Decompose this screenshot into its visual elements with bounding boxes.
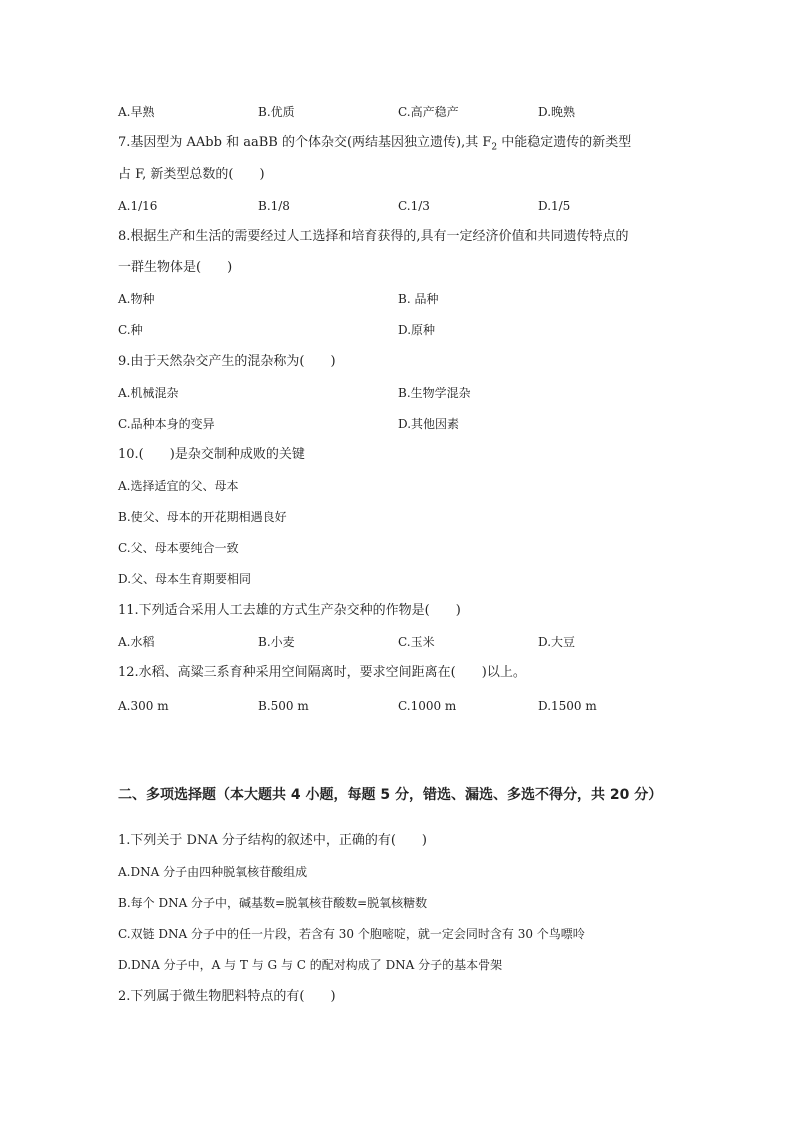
- option-d: D.1/5: [538, 199, 571, 213]
- question-11-line-1: 11.下列适合采用人工去雄的方式生产杂交种的作物是( ): [118, 603, 461, 618]
- option-a: A.水稻: [118, 635, 155, 649]
- option-b: B.小麦: [258, 635, 295, 649]
- option-b: B.优质: [258, 105, 295, 119]
- option-a: A.早熟: [118, 105, 155, 119]
- multi-question-1-line-1: 1.下列关于 DNA 分子结构的叙述中，正确的有( ): [118, 833, 427, 848]
- option-a: A.DNA 分子由四种脱氧核苷酸组成: [118, 865, 308, 879]
- question-8-line-2: 一群生物体是( ): [118, 260, 233, 275]
- option-b: B.使父、母本的开花期相遇良好: [118, 510, 287, 524]
- subscript: 2: [491, 142, 498, 153]
- option-a: A.300 m: [118, 699, 169, 713]
- question-7-line-1: [118, 134, 631, 157]
- option-d: D.父、母本生育期要相同: [118, 572, 252, 586]
- option-c: C.高产稳产: [398, 105, 459, 119]
- question-10-line-1: 10.( )是杂交制种成败的关键: [118, 447, 305, 462]
- option-b: B. 品种: [398, 292, 439, 306]
- option-b: B.每个 DNA 分子中，碱基数=脱氧核苷酸数=脱氧核糖数: [118, 896, 428, 910]
- option-c: C.双链 DNA 分子中的任一片段，若含有 30 个胞嘧啶，就一定会同时含有 30 个鸟嘌呤: [118, 927, 585, 941]
- question-9-line-1: 9.由于天然杂交产生的混杂称为( ): [118, 354, 336, 369]
- option-d: D.1500 m: [538, 699, 597, 713]
- option-c: C.1000 m: [398, 699, 457, 713]
- option-b: B.500 m: [258, 699, 309, 713]
- option-a: A.机械混杂: [118, 386, 179, 400]
- option-c: C.种: [118, 323, 143, 337]
- option-a: A.1/16: [118, 199, 158, 213]
- option-d: D.大豆: [538, 635, 576, 649]
- option-c: C.玉米: [398, 635, 435, 649]
- multi-question-2-line-1: 2.下列属于微生物肥料特点的有( ): [118, 989, 336, 1004]
- option-c: C.品种本身的变异: [118, 417, 215, 431]
- option-d: D.DNA 分子中，A 与 T 与 G 与 C 的配对构成了 DNA 分子的基本骨架: [118, 958, 503, 972]
- option-c: C.1/3: [398, 199, 430, 213]
- question-12-line-1: 12.水稻、高粱三系育种采用空间隔离时，要求空间距离在( )以上。: [118, 665, 526, 680]
- option-d: D.原种: [398, 323, 436, 337]
- option-b: B.1/8: [258, 199, 290, 213]
- section-heading: 二、多项选择题（本大题共 4 小题，每题 5 分，错选、漏选、多选不得分，共 20 分）: [118, 787, 663, 803]
- option-a: A.物种: [118, 292, 155, 306]
- option-c: C.父、母本要纯合一致: [118, 541, 239, 555]
- question-7-text-b: 中能稳定遗传的新类型: [497, 135, 632, 150]
- option-a: A.选择适宜的父、母本: [118, 479, 239, 493]
- question-7-line-2: 占 F, 新类型总数的( ): [118, 167, 265, 182]
- option-d: D.其他因素: [398, 417, 460, 431]
- option-b: B.生物学混杂: [398, 386, 471, 400]
- option-d: D.晚熟: [538, 105, 576, 119]
- question-7-text-a: 7.基因型为 AAbb 和 aaBB 的个体杂交(两结基因独立遗传),其 F: [118, 135, 492, 150]
- question-8-line-1: 8.根据生产和生活的需要经过人工选择和培育获得的,具有一定经济价值和共同遗传特点的: [118, 229, 629, 244]
